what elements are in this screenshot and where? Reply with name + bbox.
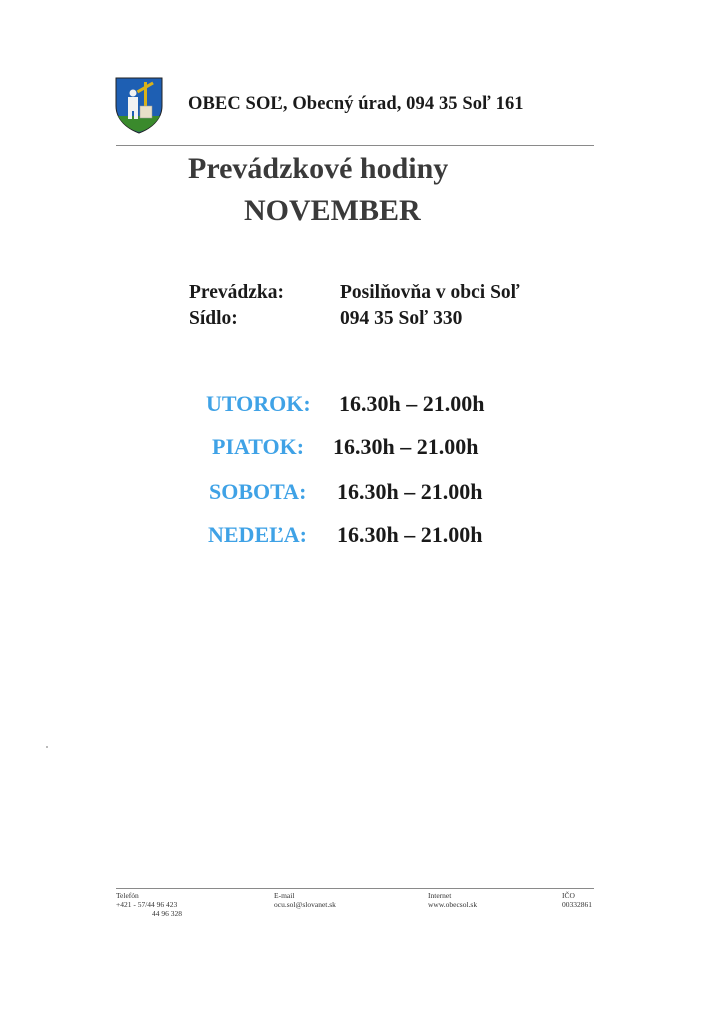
facility-label: Prevádzka: xyxy=(189,282,284,303)
address-label: Sídlo: xyxy=(189,308,238,329)
footer-phone xyxy=(116,891,182,918)
footer-phone-1: +421 - 57/44 96 423 xyxy=(116,900,178,909)
schedule-hours-friday: 16.30h – 21.00h xyxy=(333,434,479,459)
page-title: Prevádzkové hodiny xyxy=(188,152,449,185)
scan-artifact xyxy=(46,746,48,748)
schedule-hours-saturday: 16.30h – 21.00h xyxy=(337,479,483,504)
footer-phone-2: 44 96 328 xyxy=(152,909,182,918)
facility-value: Posilňovňa v obci Soľ xyxy=(340,282,520,303)
page-subtitle-month: NOVEMBER xyxy=(244,194,421,227)
footer-internet-value[interactable]: www.obecsol.sk xyxy=(428,900,478,909)
schedule-day-sunday: NEDEĽA: xyxy=(208,522,308,547)
schedule-hours-sunday: 16.30h – 21.00h xyxy=(337,522,483,547)
schedule-hours-tuesday: 16.30h – 21.00h xyxy=(339,391,485,416)
schedule-day-saturday: SOBOTA: xyxy=(209,479,307,504)
schedule-day-tuesday: UTOROK: xyxy=(206,391,311,416)
footer-internet-label: Internet xyxy=(428,891,452,900)
footer-ico-label: IČO xyxy=(562,891,575,900)
letterhead xyxy=(114,76,594,136)
header-divider xyxy=(116,145,594,146)
footer-email-label: E-mail xyxy=(274,891,295,900)
footer-ico xyxy=(562,891,592,909)
municipal-crest-icon xyxy=(114,76,164,134)
footer-email xyxy=(274,891,336,909)
letterhead-title: OBEC SOĽ, Obecný úrad, 094 35 Soľ 161 xyxy=(188,94,524,114)
footer-divider xyxy=(116,888,594,889)
footer-phone-label: Telefón xyxy=(116,891,139,900)
footer-email-value[interactable]: ocu.sol@slovanet.sk xyxy=(274,900,336,909)
schedule-day-friday: PIATOK: xyxy=(212,434,305,459)
footer-internet xyxy=(428,891,477,909)
address-value: 094 35 Soľ 330 xyxy=(340,308,463,329)
footer-ico-value: 00332861 xyxy=(562,900,592,909)
